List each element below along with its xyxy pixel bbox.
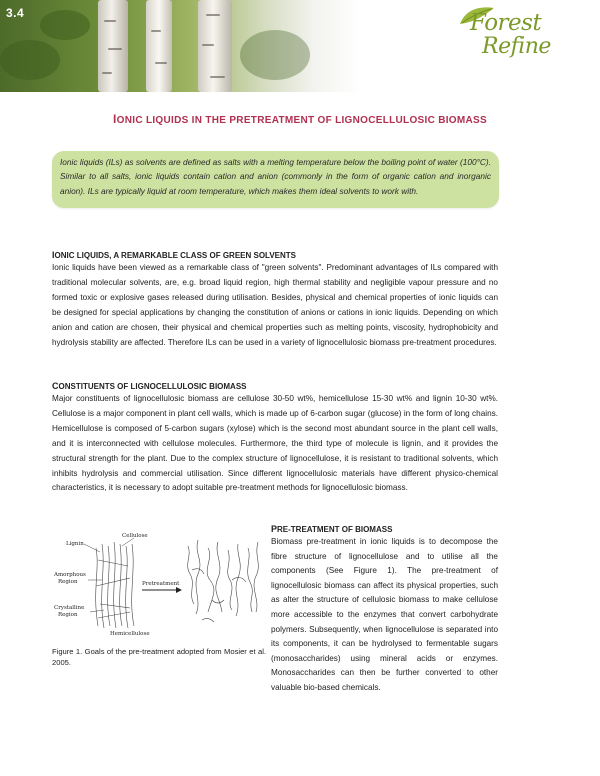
section-heading — [52, 250, 498, 261]
page-title — [0, 112, 600, 126]
section-heading — [271, 524, 498, 535]
section-paragraph: Ionic liquids have been viewed as a remarkable class of "green solvents". Predominant advantages of ILs compared with traditional molecular solvents, are, e.g. broad liquid region, high thermal stability and negligible vapour pressure and no formed toxic or explosive gases released during utilisation. Besides, physical and chemical properties of ionic liquids can be designed for special applications by changing the constitution of anions or cations in ionic liquids. Depending on which anion and cation are chosen, their physical and chemical properties such as melting points, viscosity, hydrophobicity and hydrolysis stability are affected. Therefore ILs can be used in a variety of lignocellulosic biomass pre-treatment procedures. — [52, 263, 498, 347]
arrow-icon — [142, 587, 182, 593]
label-crystalline-region: Region — [58, 612, 78, 618]
label-hemicellulose: Hemicellulose — [110, 631, 150, 637]
title-text: ONIC LIQUIDS IN THE PRETREATMENT OF LIGNOCELLULOSIC BIOMASS — [116, 115, 487, 126]
page-number: 3.4 — [6, 6, 25, 20]
birch-trunk — [98, 0, 128, 92]
heading-initial: I — [52, 250, 55, 260]
section-ionic-liquids — [52, 250, 498, 350]
intro-box — [52, 151, 499, 208]
title-initial: I — [113, 112, 117, 126]
forest-refine-logo — [456, 4, 550, 62]
figure-pretreatment-diagram — [52, 530, 266, 638]
label-amorphous-region: Region — [58, 579, 78, 585]
section-heading — [52, 381, 498, 392]
figure-caption: Figure 1. Goals of the pre-treatment adopted from Mosier et al. 2005. — [52, 647, 266, 667]
section-constituents — [52, 381, 498, 496]
fiber-bundle — [96, 542, 134, 628]
heading-text: ONSTITUENTS OF LIGNOCELLULOSIC BIOMASS — [58, 382, 247, 391]
logo-text-refine: Refine — [482, 34, 551, 59]
intro-text: Ionic liquids (ILs) as solvents are defined as salts with a melting temperature below the boiling point of water (100°C). Similar to all salts, ionic liquids contain cation and anion (commonly in the form of organic cation and inorganic anion). ILs are typically liquid at room temperature, which makes them ideal solvents to work with. — [60, 157, 491, 196]
label-lignin: Lignin — [66, 541, 84, 547]
birch-trunk — [198, 0, 232, 92]
label-pretreatment: Pretreatment — [142, 581, 180, 587]
heading-text: ONIC LIQUIDS, A REMARKABLE CLASS OF GREEN SOLVENTS — [54, 251, 297, 260]
section-paragraph: Major constituents of lignocellulosic biomass are cellulose 30-50 wt%, hemicellulose 15-30 wt% and lignin 10-30 wt%. Cellulose is a major component in plant cell walls, which is made up of 6-carbon sugar (glucose) in the form of long chains. Hemicellulose is composed of 5-carbon sugars (xylose) which is the second most abundant source in the plant cell walls, and it is interconnected with cellulose molecules. Furthermore, the third type of molecule is lignin, and it provides the structural strength for the plant. Due to the complex structure of lignocellulose, it is resistant to traditional solvents, which inhibits hydrolysis and commercial utilisation. Since different lignocellulosic materials have different physico-chemical characteristics, it is necessary to adopt suitable pre-treatment methods for lignocellulosic biomass. — [52, 394, 498, 493]
foliage — [240, 30, 310, 80]
separated-fibers — [188, 540, 259, 622]
label-cellulose: Cellulose — [122, 533, 148, 539]
logo-text-forest: Forest — [470, 10, 542, 36]
heading-initial: P — [271, 524, 278, 534]
section-paragraph: Biomass pre-treatment in ionic liquids is to decompose the fibre structure of lignocellulose and to utilise all the components (See Figure 1). The pre-treatment of lignocellulosic biomass can affect its physical properties, such as alter the structure of cellulosic biomass to make cellulose more accessible to the enzymes that convert carbohydrate polymers. Subsequently, when lignocellulose is separated into its components, it can be hydrolysed to fermentable sugars (monosaccharides) using mineral acids or enzymes. Monosaccharides can then be further converted to other valuable bio-based chemicals. — [271, 537, 498, 692]
foliage — [0, 40, 60, 80]
section-pretreatment — [271, 524, 498, 696]
heading-initial: C — [52, 381, 59, 391]
pretreatment-diagram — [52, 530, 266, 638]
foliage — [40, 10, 90, 40]
label-crystalline: Crystalline — [54, 605, 85, 611]
header-banner — [0, 0, 600, 92]
heading-text: RE-TREATMENT OF BIOMASS — [277, 525, 393, 534]
label-amorphous: Amorphous — [54, 572, 86, 578]
birch-trunk — [146, 0, 172, 92]
